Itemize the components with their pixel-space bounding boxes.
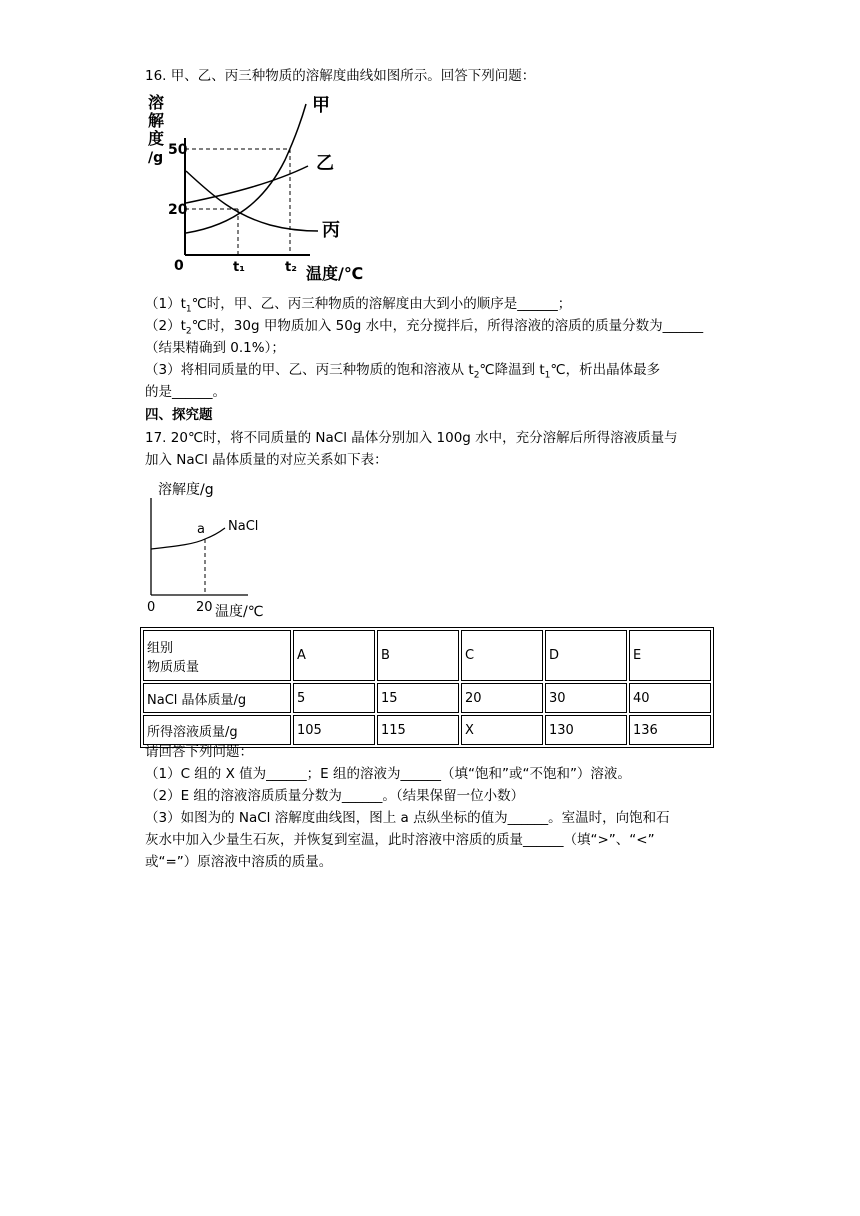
origin-label: 0 [147,600,156,615]
row-label: NaCl 晶体质量/g [143,683,291,713]
table-cell: X [461,715,543,745]
q16-part1: $(1)t_1℃$时，甲、乙、丙三种物质的溶解度由大到小的顺序是______； [145,296,572,315]
group-d: D [545,630,627,681]
q16-stem: 16. 甲、乙、丙三种物质的溶解度曲线如图所示。回答下列问题： [145,68,536,84]
table-cell: 30 [545,683,627,713]
row-label: 所得溶液质量/g [143,715,291,745]
q17-part2: （2）E 组的溶液溶质质量分数为______。（结果保留一位小数） [145,788,525,804]
x-title: 温度/℃ [306,264,364,283]
header-label-cell: 组别 物质质量 [143,630,291,681]
point-a-label: a [197,522,205,537]
table-cell: 15 [377,683,459,713]
table-cell: 40 [629,683,711,713]
y-title-1: 溶 [148,93,165,112]
q17-stem-2: 加入 NaCl 晶体质量的对应关系如下表： [145,452,388,468]
table-cell: 105 [293,715,375,745]
q17-part1: （1）C 组的 X 值为______；E 组的溶液为______（填“饱和”或“不饱和”）溶液。 [145,766,631,782]
nacl-solubility-chart [143,478,293,618]
q16-part2-note: （结果精确到 0.1%）； [145,340,285,356]
q17-part3-line1: （3）如图为的 NaCl 溶解度曲线图，图上 a 点纵坐标的值为______。室温时，向饱和石 [145,810,670,826]
curve-jia [186,104,306,233]
label-jia: 甲 [312,95,330,116]
y-title: 溶解度/g [158,482,214,498]
x-title: 温度/℃ [215,604,264,618]
nacl-data-table [140,627,714,748]
y-title-4: /g [148,150,164,166]
q16-part3-cont: 的是______。 [145,384,226,400]
group-a: A [293,630,375,681]
table-cell: 130 [545,715,627,745]
group-e: E [629,630,711,681]
table-cell: 20 [461,683,543,713]
origin-label: 0 [174,258,184,274]
q17-part3-line2: 灰水中加入少量生石灰，并恢复到室温，此时溶液中溶质的质量______（填“>”、“<” [145,832,655,848]
table-cell: 115 [377,715,459,745]
table-row [143,715,711,745]
q17-part3-line3: 或“=”）原溶液中溶质的质量。 [145,854,333,870]
series-label-nacl: NaCl [228,519,259,534]
nacl-curve [151,528,225,549]
group-b: B [377,630,459,681]
label-yi: 乙 [316,153,334,174]
y-tick-50: 50 [168,142,188,158]
label-bing: 丙 [322,220,340,241]
solubility-chart-q16 [140,90,380,285]
curve-bing [186,171,318,231]
section-title: 四、探究题 [145,407,213,423]
q17-stem-1: 17. 20℃时，将不同质量的 NaCl 晶体分别加入 100g 水中，充分溶解后所得溶液质量与 [145,430,678,446]
table-row [143,683,711,713]
table-cell: 5 [293,683,375,713]
group-c: C [461,630,543,681]
q17-prompt: 请回答下列问题： [145,744,253,760]
table-cell: 136 [629,715,711,745]
y-title-3: 度 [148,129,165,148]
q16-part3: （3）将相同质量的甲、乙、丙三种物质的饱和溶液从 $t_2℃$降温到 $t_1℃$，析出晶体最多 [145,362,661,381]
x-tick-t2: t₂ [285,260,297,275]
q16-part2: $(2)t_2℃$时，30g 甲物质加入 50g 水中，充分搅拌后，所得溶液的溶质的质量分数为______ [145,318,704,337]
x-tick-t1: t₁ [233,260,245,275]
y-tick-20: 20 [168,202,188,218]
x-tick-20: 20 [196,600,213,615]
y-title-2: 解 [148,111,165,130]
table-header-row [143,630,711,681]
